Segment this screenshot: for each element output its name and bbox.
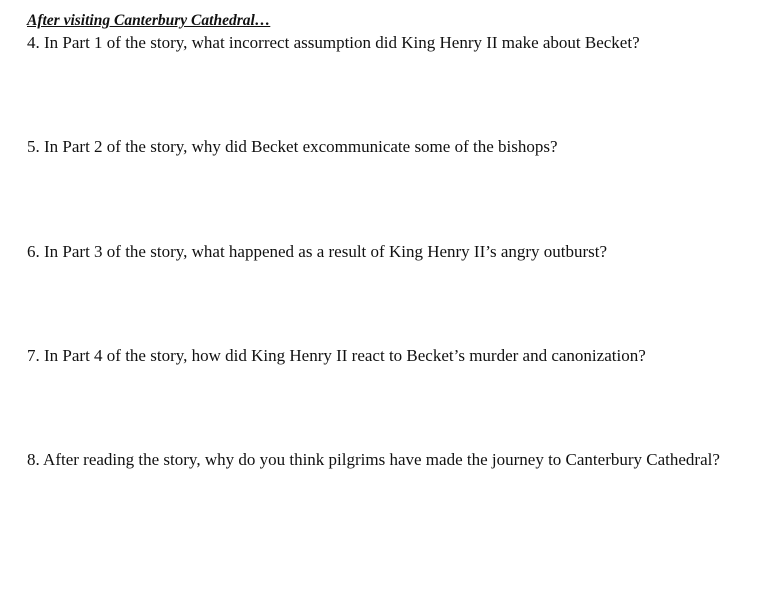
question-7: 7. In Part 4 of the story, how did King Henry II react to Becket’s murder and canonization? [27, 346, 646, 365]
section-heading: After visiting Canterbury Cathedral… [27, 12, 271, 29]
question-5: 5. In Part 2 of the story, why did Becket excommunicate some of the bishops? [27, 137, 558, 156]
question-6: 6. In Part 3 of the story, what happened as a result of King Henry II’s angry outburst? [27, 242, 608, 261]
question-8: 8. After reading the story, why do you think pilgrims have made the journey to Canterbury Cathedral? [27, 450, 720, 469]
question-4: 4. In Part 1 of the story, what incorrect assumption did King Henry II make about Becket? [27, 33, 640, 52]
